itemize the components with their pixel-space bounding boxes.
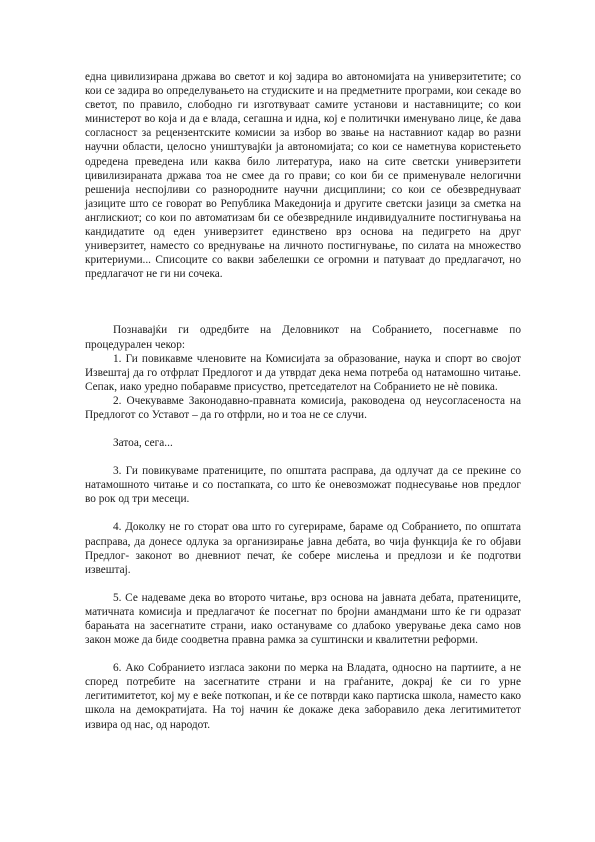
list-item-6: 6. Ако Собранието изгласа закони по мерка на Владата, односно на партиите, а не според потребите на засегнатите страни и на граѓаните, докрај ќе си го урне легитимитетот, кој му е веќе поткопан, и ќе се потврди како партиска школа, наместо како школа на демократијата. На тој начин ќе докаже дека заборавило дека легитимитетот извира од нас, од народот.	[85, 662, 521, 731]
paragraph-procedural-step: Познавајќи ги одредбите на Деловникот на Собранието, посегнавме по процедурален чекор:	[85, 324, 521, 351]
paragraph-therefore: Затоа, сега...	[113, 437, 173, 450]
paragraph-continuation: една цивилизирана држава во светот и кој задира во автономијата на универзитетите; со кои се задира во определувањето на студиските и на предметните програми, кои секаде во светот, по правило, слободно ги изготвуваат самите установи и наставниците; со кои министерот во која и да е влада, сегашна и идна, кој е политички именувано лице, ќе дава согласност за рецензентските комисии за избор во звање на наставниот кадар во разни научни области, целосно уништувајќи ја автономијата; со кои се наметнува користењето одредена преведена или каква било литература, иако на сите светски универзитети цивилизираната држава тоа не смее да го прави; со кои би се применувале нелогични решенија неспојливи со разнородните научни дисциплини; со кои се обезвреднуваат јазиците што се говорат во Република Македонија и другите светски јазици за сметка на англискиот; со кои по автоматизам би се обезвредниле индивидуалните постигнувања на кандидатите од еден универзитет единствено врз основа на педигрето на друг универзитет, наместо со вреднување на личното постигнување, по силата на множество критериуми... Списоците со вакви забелешки се огромни и патуваат до предлагачот, но предлагачот не ги ни сочека.	[85, 71, 521, 281]
spacer	[85, 506, 521, 520]
list-item-3: 3. Ги повикуваме пратениците, по општата расправа, да одлучат да се прекине со натамошното читање и со постапката, со што ќе оневозможат поднесување нов предлог во рок од три месеци.	[85, 465, 521, 506]
spacer	[85, 647, 521, 661]
document-body	[85, 70, 521, 732]
list-item-5: 5. Се надеваме дека во второто читање, врз основа на јавната дебата, пратениците, матичната комисија и предлагачот ќе посегнат по бројни амандмани што ќе ги одразат барањата на засегнатите страни, иако остануваме со длабоко уверување дека само нов закон може да биде соодветна правна рамка за суштински и квалитетни реформи.	[85, 591, 521, 647]
spacer	[85, 450, 521, 464]
list-item-4: 4. Доколку не го сторат ова што го сугерираме, бараме од Собранието, по општата расправа, да донесе одлука за организирање јавна дебата, во чија функција ќе го објави Предлог- законот во дневниот печат, ќе собере мислења и предлози и ќе подготви извештај.	[85, 521, 521, 576]
spacer	[85, 577, 521, 591]
spacer	[85, 281, 521, 323]
list-item-2: 2. Очекувавме Законодавно-правната комисија, раководена од неусогласеноста на Предлогот со Уставот – да го отфрли, но и тоа не се случи.	[85, 394, 521, 421]
spacer	[85, 422, 521, 436]
list-item-1: 1. Ги повикавме членовите на Комисијата за образование, наука и спорт во својот Извештај да го отфрлат Предлогот и да утврдат дека нема потреба од натамошно читање. Сепак, иако уредно побаравме присуство, претседателот на Собранието не нè повика.	[85, 352, 521, 393]
